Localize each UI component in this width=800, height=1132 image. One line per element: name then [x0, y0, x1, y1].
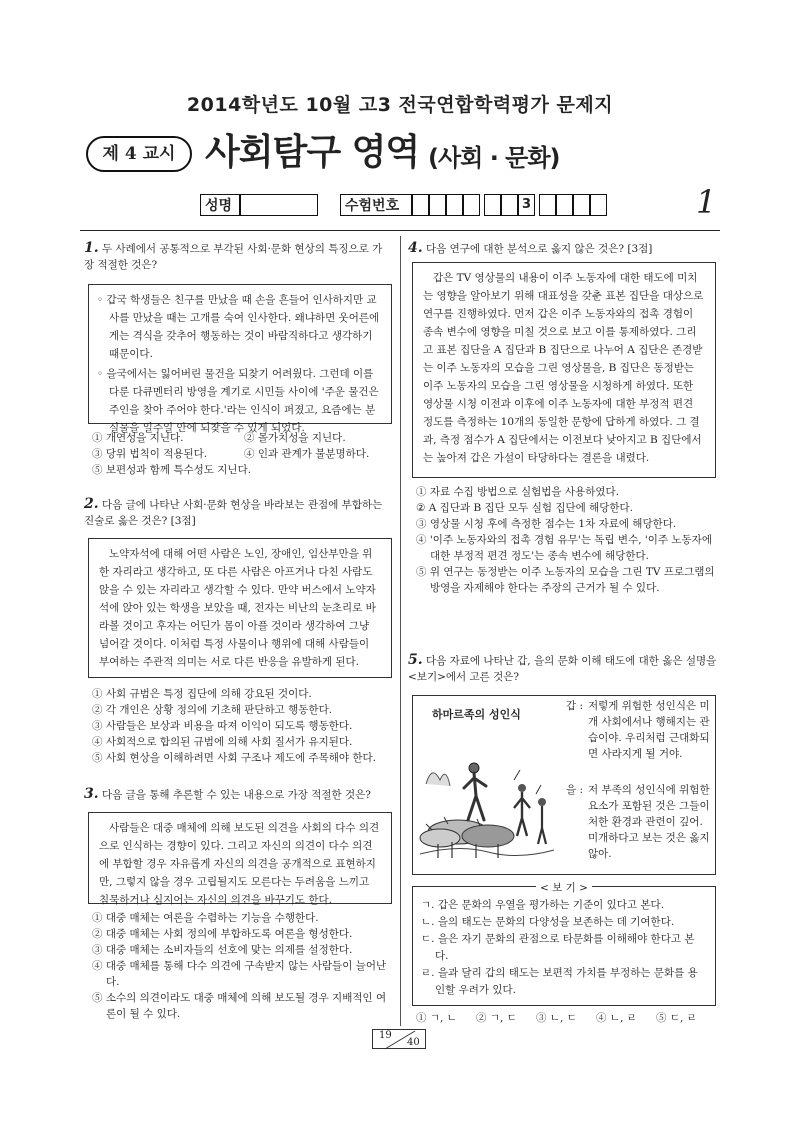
option[interactable]: ④ 인과 관계가 불분명하다. [244, 448, 370, 460]
option[interactable]: ④ ㄴ, ㄹ [596, 1012, 637, 1024]
question-number: 2. [84, 496, 99, 512]
option[interactable]: ⑤ 위 연구는 동정받는 이주 노동자의 모습을 그린 TV 프로그램의 방영을 자제해야 한다는 주장의 근거가 될 수 있다. [416, 566, 715, 594]
question-text: 다음 글에 나타난 사회·문화 현상을 바라보는 관점에 부합하는 진술로 옳은 것은? [3점] [84, 499, 383, 527]
question-number: 4. [408, 240, 423, 256]
question-4-passage: 갑은 TV 영상물의 내용이 이주 노동자에 대한 태도에 미치는 영향을 알아보기 위해 대표성을 갖춘 표본 집단을 대상으로 연구를 진행하였다. 먼저 갑은 이주 노동자와의 접촉 경험이 종속 변수에 영향을 미칠 것으로 보고 이를 통제하였다. 그리고 표본 집단을 A 집단과 B 집단으로 나누어 A 집단은 존경받는 이주 노동자의 모습을 그린 영상물을, B 집단은 동정받는 이주 노동자의 모습을 그린 영상물을 시청하게 하였다. 또한 영상물 시청 이전과 이후에 이주 노동자에 대한 부정적 편견 정도를 측정하는 10개의 동일한 문항에 답하게 하였다. 그 결과, 측정 점수가 A 집단에서는 이전보다 낮아지고 B 집단에서는 높아져 갑은 가설이 타당하다는 결론을 내렸다. [412, 262, 716, 478]
option[interactable]: ⑤ 사회 현상을 이해하려면 사회 구조나 제도에 주목해야 한다. [92, 752, 376, 764]
question-3-stem [84, 786, 392, 803]
speaker-label: 을 : [566, 784, 584, 796]
gap-statement [566, 698, 712, 762]
bogi-label: < 보 기 > [536, 880, 592, 895]
option[interactable]: ⑤ ㄷ, ㄹ [656, 1012, 697, 1024]
option[interactable]: ② ㄱ, ㄷ [476, 1012, 517, 1024]
option[interactable]: ③ ㄴ, ㄷ [536, 1012, 577, 1024]
question-2-passage: 노약자석에 대해 어떤 사람은 노인, 장애인, 임산부만을 위한 자리라고 생각하고, 또 다른 사람은 아프거나 다친 사람도 앉을 수 있는 자리라고 생각할 수 있다. 만약 버스에서 노약자석에 앉아 있는 학생을 보았을 때, 전자는 비난의 눈초리로 바라볼 것이고 후자는 어딘가 몸이 아플 것이라 생각하여 그냥 넘어갈 것이다. 이처럼 특정 사물이나 행위에 대해 사람들이 부여하는 주관적 의미는 서로 다른 반응을 유발하게 된다. [88, 538, 392, 678]
exam-number-digit: 3 [518, 194, 535, 216]
bogi-item: ㄷ. 을은 자기 문화의 관점으로 타문화를 이해해야 한다고 본다. [421, 933, 695, 962]
option[interactable]: ① 대중 매체는 여론을 수렴하는 기능을 수행한다. [92, 912, 319, 924]
question-2-stem [84, 496, 392, 529]
question-4-options [416, 484, 716, 596]
eul-statement [566, 782, 712, 862]
question-3-passage: 사람들은 대중 매체에 의해 보도된 의견을 사회의 다수 의견으로 인식하는 경향이 있다. 그리고 자신의 의견이 다수 의견에 부합할 경우 자유롭게 자신의 의견을 공개적으로 표현하지만, 그렇지 않을 경우 고립될지도 모른다는 두려움을 느끼고 침묵하거나 심지어는 자신의 의견을 바꾸기도 한다. [88, 812, 392, 904]
exam-number-label: 수험번호 [340, 194, 412, 216]
question-3-options [92, 910, 392, 1022]
option[interactable]: ② 각 개인은 상황 정의에 기초해 판단하고 행동한다. [92, 704, 333, 716]
option[interactable]: ④ '이주 노동자와의 접촉 경험 유무'는 독립 변수, '이주 노동자에 대한 부정적 편견 정도'는 종속 변수에 해당한다. [416, 534, 712, 562]
option[interactable]: ③ 사람들은 보상과 비용을 따져 이익이 되도록 행동한다. [92, 720, 353, 732]
exam-number-cell[interactable] [446, 194, 463, 216]
column-divider [400, 236, 401, 1026]
exam-number-cell[interactable] [556, 194, 573, 216]
option[interactable]: ④ 대중 매체를 통해 다수 의견에 구속받지 않는 사람들이 늘어난다. [92, 960, 387, 988]
option[interactable]: ① 자료 수집 방법으로 실험법을 사용하였다. [416, 486, 619, 498]
question-text: 다음 자료에 나타난 갑, 을의 문화 이해 태도에 대한 옳은 설명을 <보기>에서 고른 것은? [408, 655, 717, 683]
exam-number-cell[interactable] [412, 194, 429, 216]
option[interactable]: ② 몰가치성을 지닌다. [244, 432, 346, 444]
question-4-stem [408, 240, 718, 257]
illustration-title: 하마르족의 성인식 [432, 708, 521, 721]
exam-title: 2014학년도 10월 고3 전국연합학력평가 문제지 [186, 94, 614, 116]
page-number: 1 [696, 183, 717, 221]
option[interactable]: ⑤ 소수의 의견이라도 대중 매체에 의해 보도될 경우 지배적인 여론이 될 수 있다. [92, 992, 387, 1020]
exam-number-cell[interactable] [501, 194, 518, 216]
question-text: 다음 글을 통해 추론할 수 있는 내용으로 가장 적절한 것은? [101, 789, 371, 801]
option[interactable]: ③ 영상물 시청 후에 측정한 점수는 1차 자료에 해당한다. [416, 518, 677, 530]
option[interactable]: ② 대중 매체는 사회 정의에 부합하도록 여론을 형성한다. [92, 928, 353, 940]
exam-number-cell[interactable] [429, 194, 446, 216]
question-5-stem [408, 652, 718, 685]
option[interactable]: ① 사회 규범은 특정 집단에 의해 강요된 것이다. [92, 688, 312, 700]
exam-number-cell[interactable] [539, 194, 556, 216]
subject-title: 사회탐구 영역 [205, 132, 420, 173]
total-pages: 40 [407, 1037, 420, 1048]
speaker-label: 갑 : [566, 700, 584, 712]
question-text: 두 사례에서 공통적으로 부각된 사회·문화 현상의 특징으로 가장 적절한 것은? [84, 243, 383, 271]
header-divider [80, 230, 720, 231]
question-1-passage [88, 284, 392, 434]
case-item: ◦ 을국에서는 잃어버린 물건을 되찾기 어려웠다. 그런데 이를 다룬 다큐멘터리 방영을 계기로 시민들 사이에 '주운 물건은 주인을 찾아 주어야 한다.'라는 인식이 퍼졌고, 요즘에는 분실물을 일주일 안에 되찾을 수 있게 되었다. [97, 368, 379, 434]
page-counter [372, 1029, 426, 1049]
question-5-options [416, 1010, 716, 1026]
bogi-box [412, 886, 716, 1006]
case-item: ◦ 갑국 학생들은 친구를 만났을 때 손을 흔들어 인사하지만 교사를 만났을 때는 고개를 숙여 인사한다. 왜냐하면 웃어른에게는 격식을 갖추어 행동하는 것이 바람직하다고 생각하기 때문이다. [97, 294, 380, 360]
speaker-text: 저렇게 위험한 성인식은 미개 사회에서나 행해지는 관습이야. 우리처럼 근대화되면 사라지게 될 거야. [588, 700, 710, 760]
question-text: 다음 연구에 대한 분석으로 옳지 않은 것은? [3점] [425, 243, 653, 255]
option[interactable]: ② A 집단과 B 집단 모두 실험 집단에 해당한다. [416, 502, 634, 514]
option[interactable]: ① 개연성을 지닌다. [92, 432, 184, 444]
option[interactable]: ① ㄱ, ㄴ [416, 1012, 457, 1024]
exam-number-cell[interactable] [590, 194, 607, 216]
question-2-options [92, 686, 392, 766]
bogi-item: ㄹ. 을과 달리 갑의 태도는 보편적 가치를 부정하는 문화를 용인할 우려가 있다. [421, 967, 698, 996]
option[interactable]: ④ 사회적으로 합의된 규범에 의해 사회 질서가 유지된다. [92, 736, 353, 748]
bogi-item: ㄱ. 갑은 문화의 우열을 평가하는 기준이 있다고 본다. [421, 899, 665, 911]
question-number: 3. [84, 786, 99, 802]
period-badge: 제 4 교시 [86, 136, 192, 172]
question-1-stem [84, 240, 392, 273]
question-1-options [92, 430, 392, 478]
exam-number-cell[interactable] [573, 194, 590, 216]
exam-number-cell[interactable] [484, 194, 501, 216]
question-number: 1. [84, 240, 99, 256]
option[interactable]: ⑤ 보편성과 함께 특수성도 지닌다. [92, 464, 252, 476]
bogi-item: ㄴ. 을의 태도는 문화의 다양성을 보존하는 데 기여한다. [421, 916, 675, 928]
current-page: 19 [379, 1030, 392, 1041]
option[interactable]: ③ 당위 법칙이 적용된다. [92, 448, 208, 460]
subject-subtitle: (사회 · 문화) [428, 144, 560, 172]
question-number: 5. [408, 652, 423, 668]
ceremony-illustration [418, 724, 556, 870]
name-label: 성명 [200, 194, 240, 216]
exam-number-cell[interactable] [463, 194, 480, 216]
option[interactable]: ③ 대중 매체는 소비자들의 선호에 맞는 의제를 설정한다. [92, 944, 353, 956]
speaker-text: 저 부족의 성인식에 위험한 요소가 포함된 것은 그들이 처한 환경과 관련이 깊어. 미개하다고 보는 것은 옳지 않아. [588, 784, 710, 860]
name-field[interactable] [240, 194, 318, 216]
